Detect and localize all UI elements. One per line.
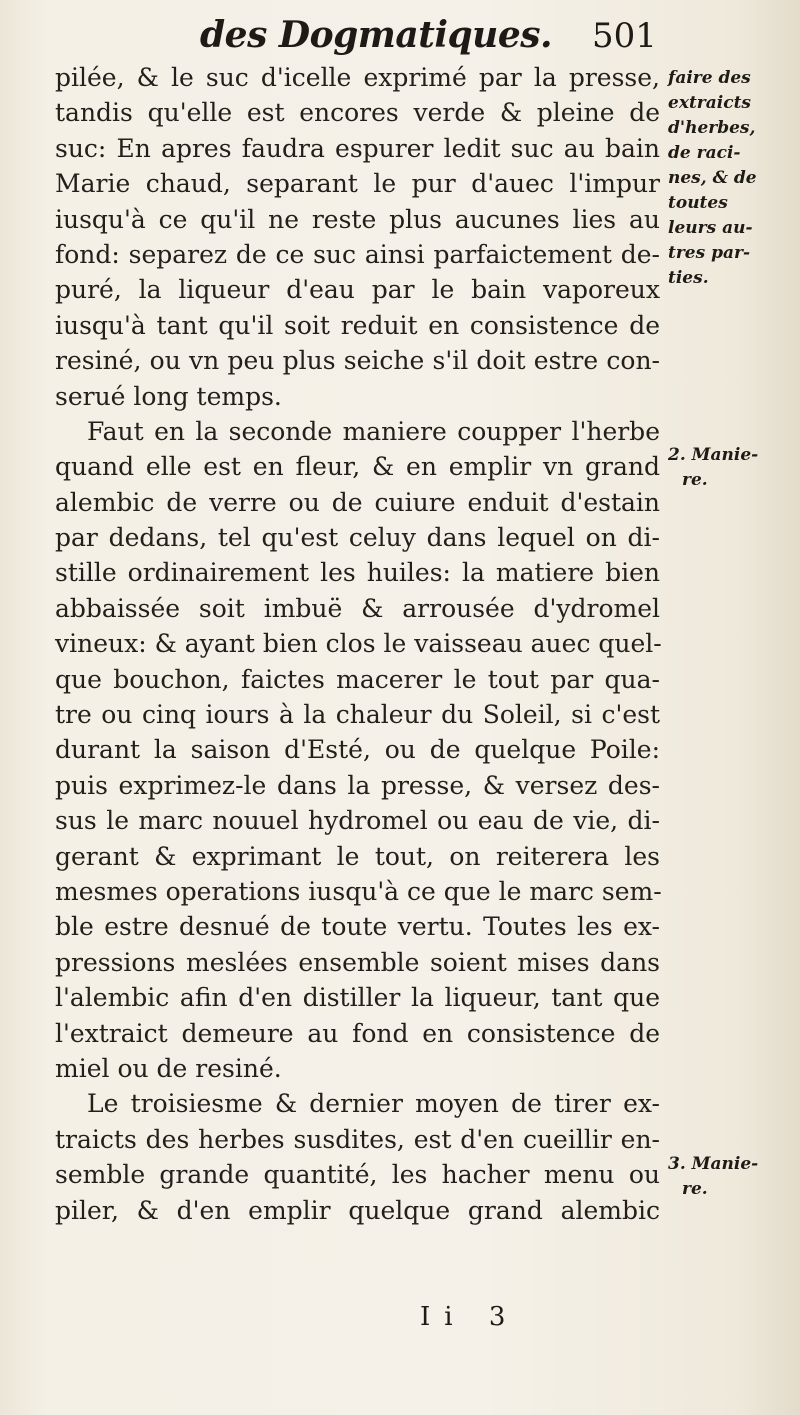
running-title: des Dogmatiques.	[200, 14, 553, 56]
paragraph-start-line: Le troisiesme & dernier moyen de tirer ex-	[87, 1089, 660, 1119]
text-line: resiné, ou vn peu plus seiche s'il doit estre con-	[55, 346, 660, 376]
margin-note-line: ties.	[668, 268, 709, 288]
text-line: ble estre desnué de toute vertu. Toutes les ex-	[55, 912, 660, 942]
margin-note-line: re.	[682, 470, 708, 490]
text-line: puré, la liqueur d'eau par le bain vaporeux	[55, 275, 660, 305]
text-line: vineux: & ayant bien clos le vaisseau auec quel-	[55, 629, 662, 659]
margin-note-extracts	[668, 66, 786, 291]
margin-note-second-manner	[668, 443, 786, 493]
margin-note-line: leurs au-	[668, 218, 753, 238]
text-line: mesmes operations iusqu'à ce que le marc sem-	[55, 876, 662, 906]
text-line: stille ordinairement les huiles: la matiere bien	[55, 558, 660, 588]
text-line: puis exprimez-le dans la presse, & versez des-	[55, 770, 660, 800]
text-line: l'extraict demeure au fond en consistence de	[55, 1018, 660, 1048]
margin-note-third-manner	[668, 1152, 786, 1202]
text-line: l'alembic afin d'en distiller la liqueur, tant que	[55, 983, 660, 1013]
text-line: abbaissée soit imbuë & arrousée d'ydromel	[55, 593, 660, 623]
text-line: Marie chaud, separant le pur d'auec l'impur	[55, 169, 660, 199]
page-header	[60, 6, 660, 58]
paragraph-start-line: Faut en la seconde maniere coupper l'herbe	[87, 416, 660, 446]
text-line: iusqu'à tant qu'il soit reduit en consistence de	[55, 310, 660, 340]
margin-note-line: de raci-	[668, 143, 741, 163]
margin-note-line: 2. Manie-	[668, 445, 759, 465]
text-line: alembic de verre ou de cuiure enduit d'estain	[55, 487, 660, 517]
paragraph-end-line: serué long temps.	[55, 381, 282, 411]
margin-note-line: tres par-	[668, 243, 751, 263]
text-line: durant la saison d'Esté, ou de quelque Poile:	[55, 735, 660, 765]
text-line: gerant & exprimant le tout, on reiterera les	[55, 841, 660, 871]
margin-note-line: extraicts	[668, 93, 752, 113]
text-line: semble grande quantité, les hacher menu ou	[55, 1160, 660, 1190]
margin-note-line: 3. Manie-	[668, 1154, 759, 1174]
text-line: par dedans, tel qu'est celuy dans lequel on di-	[55, 523, 660, 553]
text-line: pressions meslées ensemble soient mises dans	[55, 947, 660, 977]
page-number: 501	[592, 16, 657, 56]
text-line: traicts des herbes susdites, est d'en cueillir en-	[55, 1124, 660, 1154]
text-line: pilée, & le suc d'icelle exprimé par la presse,	[55, 63, 660, 92]
body-text	[55, 60, 660, 1228]
text-line: fond: separez de ce suc ainsi parfaictement de-	[55, 239, 660, 269]
signature-mark: Ii 3	[420, 1302, 520, 1332]
text-line: que bouchon, faictes macerer le tout par qua-	[55, 664, 660, 694]
text-line: tre ou cinq iours à la chaleur du Soleil, si c'est	[55, 700, 660, 730]
margin-note-line: faire des	[668, 68, 751, 88]
paragraph-end-line: miel ou de resiné.	[55, 1053, 282, 1083]
margin-note-line: re.	[682, 1179, 708, 1199]
margin-note-line: d'herbes,	[668, 118, 756, 138]
text-line: iusqu'à ce qu'il ne reste plus aucunes lies au	[55, 204, 660, 234]
text-line: sus le marc nouuel hydromel ou eau de vie, di-	[55, 806, 660, 836]
text-line: tandis qu'elle est encores verde & pleine de	[55, 98, 660, 128]
text-line: quand elle est en fleur, & en emplir vn grand	[55, 452, 660, 482]
text-line: piler, & d'en emplir quelque grand alembic	[55, 1195, 660, 1225]
text-line: suc: En apres faudra espurer ledit suc au bain	[55, 133, 660, 163]
margin-note-line: toutes	[668, 193, 728, 213]
margin-note-line: nes, & de	[668, 168, 757, 188]
